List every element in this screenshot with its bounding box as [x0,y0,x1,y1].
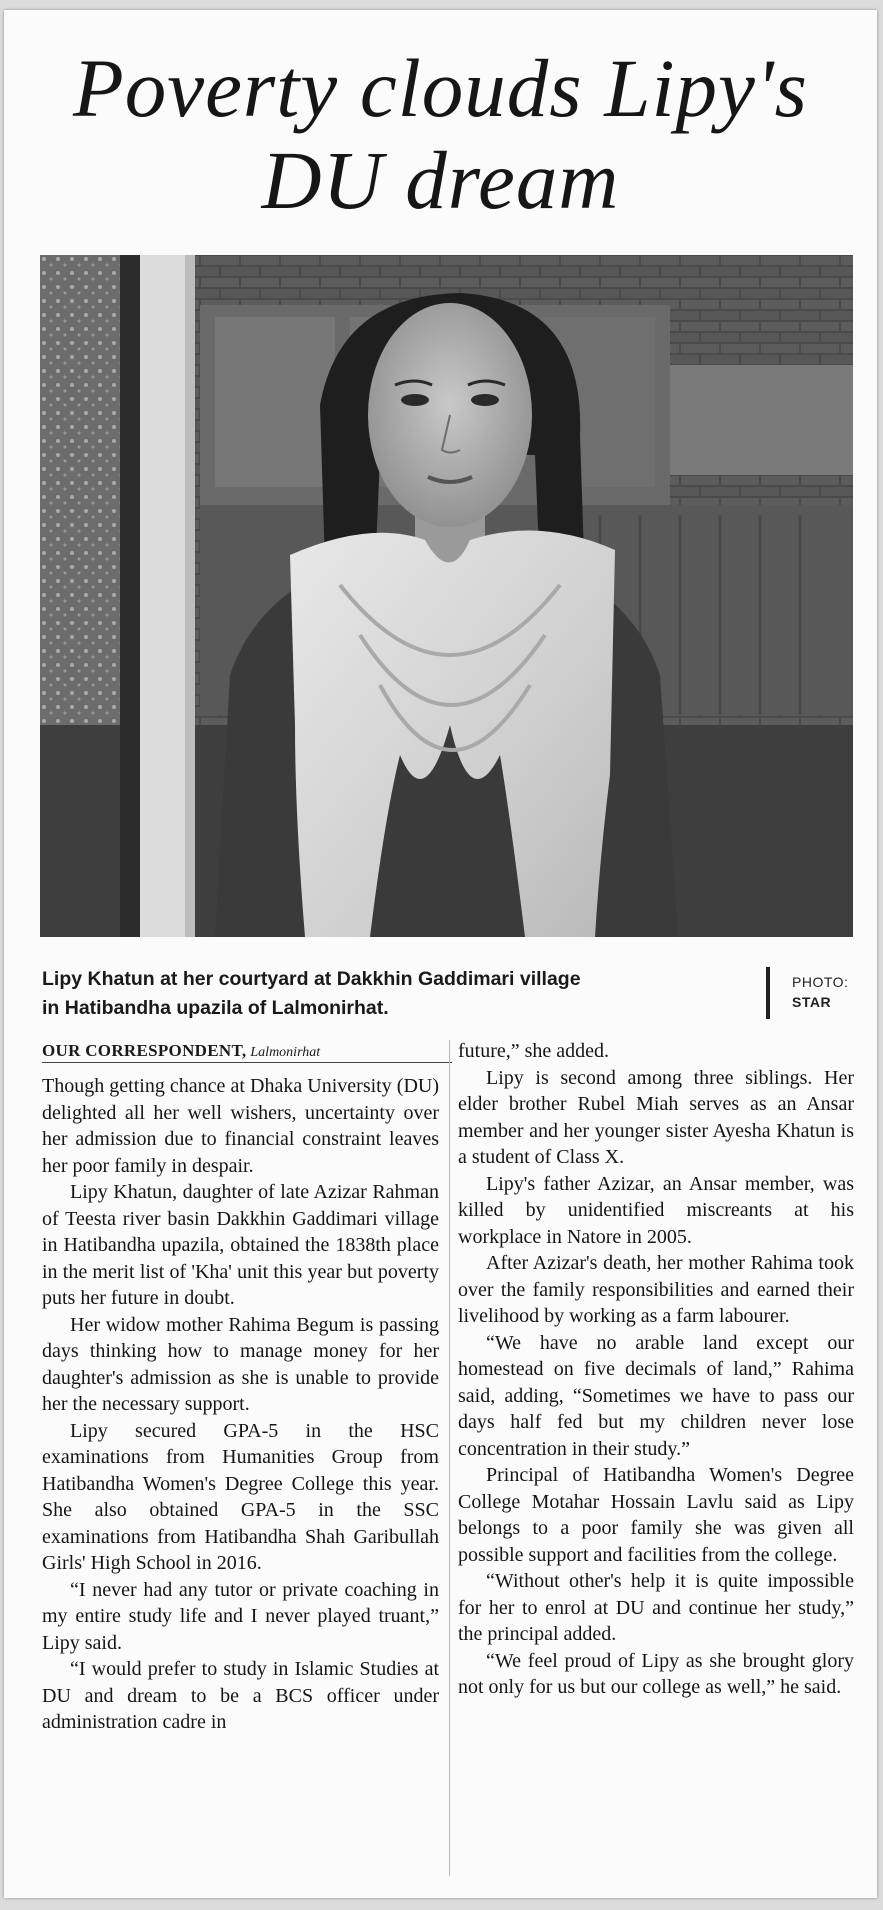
headline [4,42,877,226]
photo-illustration [40,255,853,937]
paragraph: Lipy is second among three siblings. Her elder brother Rubel Miah serves as an Ansar member and her younger sister Ayesha Khatun is a student of Class X. [458,1066,854,1168]
paragraph: “I never had any tutor or private coaching in my entire study life and I never played truant,” Lipy said. [42,1578,439,1654]
caption-line-2: in Hatibandha upazila of Lalmonirhat. [42,997,389,1019]
credit-label: PHOTO: [792,974,849,990]
column-divider [449,1040,450,1876]
paragraph: Lipy secured GPA-5 in the HSC examinations from Humanities Group from Hatibandha Women's Degree College this year. She also obtained GPA-5 in the SSC examinations from Hatibandha Shah Garibullah Girls' High School in 2016. [42,1419,439,1574]
caption-line-1: Lipy Khatun at her courtyard at Dakkhin Gaddimari village [42,968,581,990]
byline-name: OUR CORRESPONDENT, [42,1041,247,1060]
paragraph: Though getting chance at Dhaka University (DU) delighted all her well wishers, uncertainty over her admission due to financial constraint leaves her poor family in despair. [42,1075,439,1177]
paragraph: “I would prefer to study in Islamic Studies at DU and dream to be a BCS officer under administration cadre in [42,1658,439,1733]
paragraph: future,” she added. [458,1040,610,1062]
paragraph: Principal of Hatibandha Women's Degree College Motahar Hossain Lavlu said as Lipy belongs to a poor family she was given all possible support and facilities from the college. [458,1464,854,1566]
newspaper-clipping [4,10,877,1898]
paragraph: After Azizar's death, her mother Rahima took over the family responsibilities and earned their livelihood by working as a farm labourer. [458,1252,854,1327]
paragraph: Lipy's father Azizar, an Ansar member, was killed by unidentified miscreants at his workplace in Natore in 2005. [458,1172,854,1248]
byline [42,1040,452,1063]
photo-caption [42,965,682,1023]
paragraph: “We feel proud of Lipy as she brought glory not only for us but our college as well,” he said. [458,1649,854,1698]
byline-place: Lalmonirhat [250,1045,321,1060]
headline-line-2: DU dream [261,134,620,226]
photo-lipy-khatun [40,255,853,937]
headline-line-1: Poverty clouds Lipy's [73,42,808,134]
article-column-right [458,1038,854,1701]
paragraph: “We have no arable land except our homestead on five decimals of land,” Rahima said, adding, “Sometimes we have to pass our days half fed but my children never lose concentration in their study.” [458,1331,854,1460]
credit-divider [766,967,770,1019]
paragraph: Her widow mother Rahima Begum is passing days thinking how to manage money for her daughter's admission as she is unable to provide her the necessary support. [42,1313,439,1415]
photo-credit [792,972,848,1012]
paragraph: “Without other's help it is quite impossible for her to enrol at DU and continue her study,” the principal added. [458,1570,854,1645]
article-column-left [42,1073,439,1736]
paragraph: Lipy Khatun, daughter of late Azizar Rahman of Teesta river basin Dakkhin Gaddimari village in Hatibandha upazila, obtained the 1838th place in the merit list of 'Kha' unit this year but poverty puts her future in doubt. [42,1181,439,1309]
credit-source: STAR [792,994,832,1010]
